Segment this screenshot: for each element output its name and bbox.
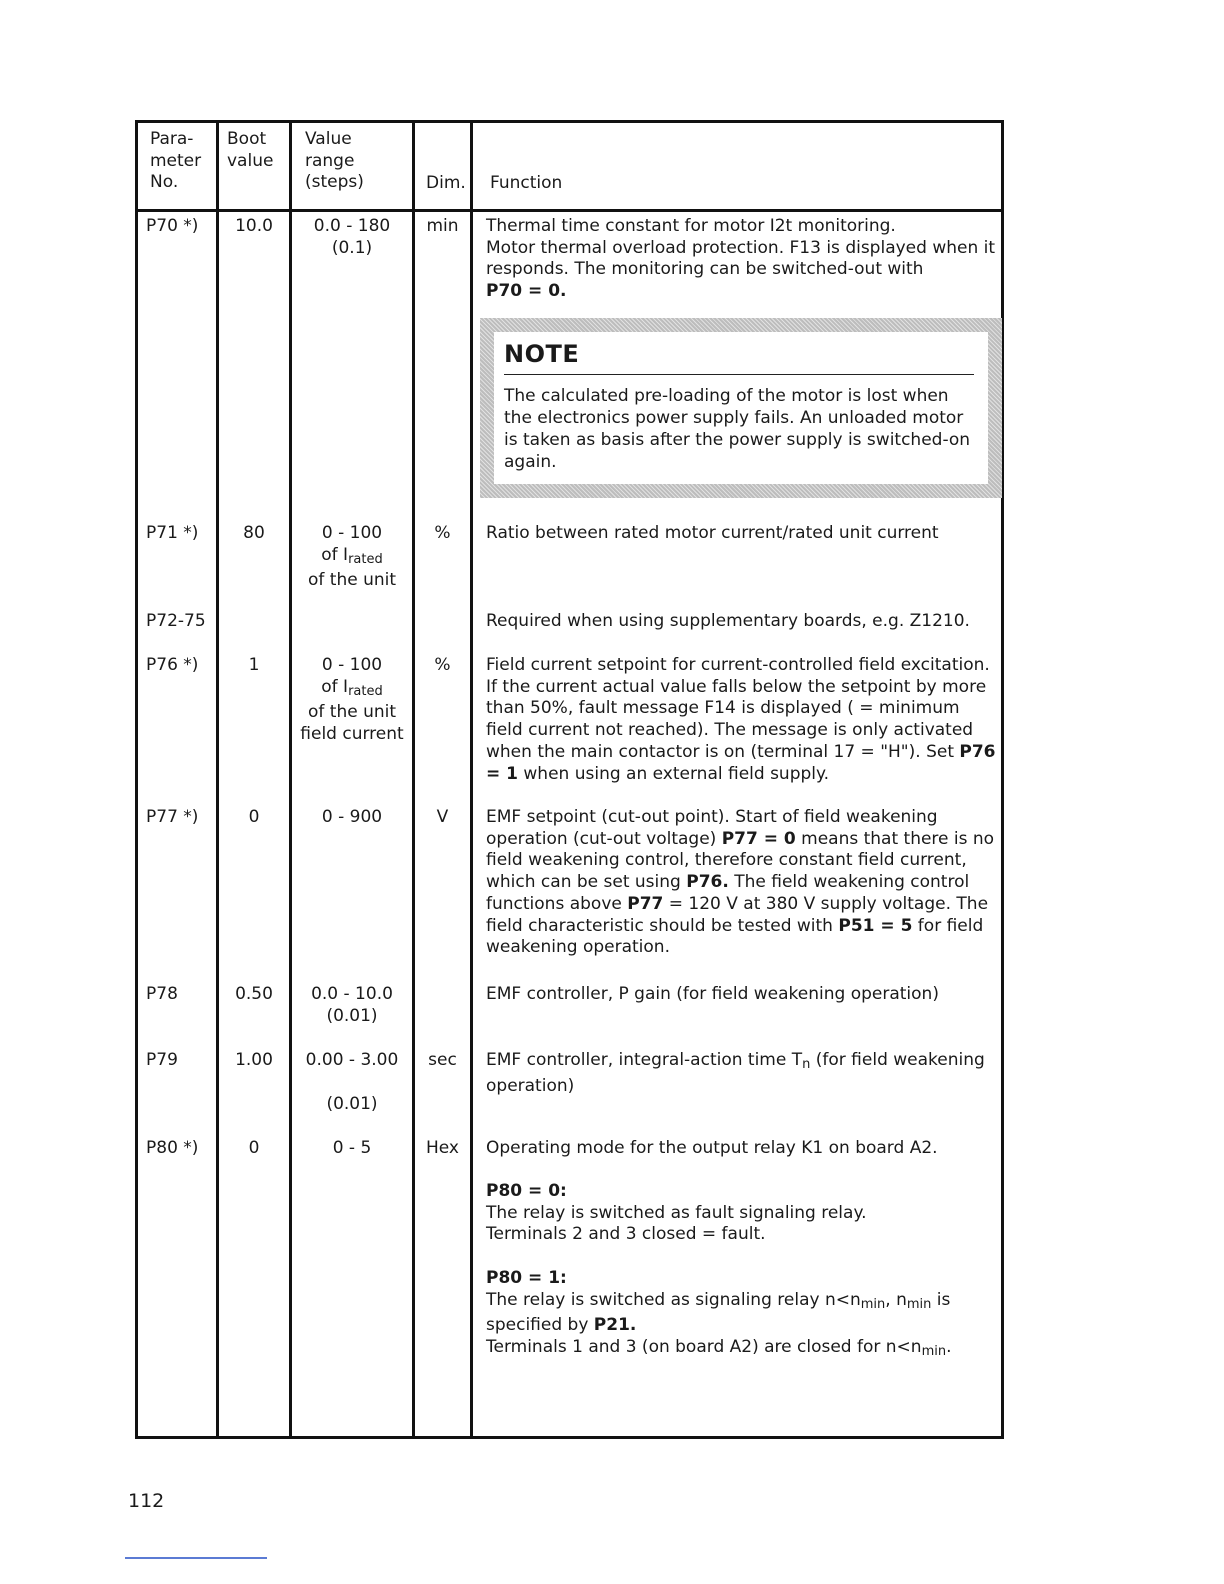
value-range: 0.0 - 180 (0.1): [313, 216, 391, 258]
boot-value: 0: [248, 1138, 260, 1158]
param-no: P72-75: [146, 611, 206, 631]
dimension: Hex: [425, 1138, 459, 1158]
header-param: Para- meter No.: [150, 129, 202, 193]
page-number: 112: [128, 1490, 165, 1512]
dimension: %: [434, 655, 451, 675]
param-no: P71 *): [146, 523, 199, 543]
parameter-table: [135, 120, 1004, 1439]
dimension: V: [436, 807, 449, 827]
header-dim: Dim.: [426, 173, 466, 193]
boot-value: 0: [248, 807, 260, 827]
footer-line: [125, 1557, 267, 1559]
param-no: P79: [146, 1050, 178, 1070]
header-function: Function: [490, 173, 563, 193]
function-text: EMF setpoint (cut-out point). Start of field weakening operation (cut-out voltage) P77 = 0 means that there is no field weakening control, therefore constant field current, which can be set using P76. The field weakening control functions above P77 = 120 V at 380 V supply voltage. The field characteristic should be tested with P51 = 5 for field weakening operation.: [486, 807, 995, 958]
header-boot: Boot value: [227, 129, 274, 171]
param-no: P77 *): [146, 807, 199, 827]
value-range-steps: (0.01): [326, 1094, 378, 1114]
value-range: 0 - 900: [321, 807, 383, 827]
function-text: Ratio between rated motor current/rated unit current: [486, 523, 939, 543]
value-range: 0.0 - 10.0 (0.01): [311, 984, 393, 1026]
boot-value: 0.50: [235, 984, 273, 1004]
note-title: NOTE: [504, 336, 974, 375]
function-option-0: P80 = 0: The relay is switched as fault signaling relay. Terminals 2 and 3 closed = fault.: [486, 1181, 867, 1245]
column-divider: [216, 123, 219, 1436]
boot-value: 1.00: [235, 1050, 273, 1070]
value-range: 0.00 - 3.00: [305, 1050, 399, 1070]
dimension: sec: [428, 1050, 457, 1070]
boot-value: 10.0: [235, 216, 273, 236]
boot-value: 80: [243, 523, 265, 543]
column-divider: [289, 123, 292, 1436]
function-text: Required when using supplementary boards, e.g. Z1210.: [486, 611, 970, 631]
note-text: The calculated pre-loading of the motor is lost when the electronics power supply fails. An unloaded motor is taken as basis after the power supply is switched-on again.: [504, 386, 971, 472]
value-range: 0 - 100 of $I_{rated}$ of the unit: [307, 523, 397, 591]
dimension: min: [426, 216, 459, 236]
function-text: Field current setpoint for current-controlled field excitation. If the current actual value falls below the setpoint by more than 50%, fault message F14 is displayed ( = minimum field current not reached). The message is only activated when the main contactor is on (terminal 17 = "H"). Set P76 = 1 when using an external field supply.: [486, 655, 996, 784]
column-divider: [470, 123, 473, 1436]
function-text: EMF controller, integral-action time $T_n$ (for field weakening operation): [486, 1050, 985, 1096]
column-divider: [412, 123, 415, 1436]
param-no: P80 *): [146, 1138, 199, 1158]
param-no: P78: [146, 984, 178, 1004]
function-text: EMF controller, P gain (for field weakening operation): [486, 984, 939, 1004]
value-range: 0 - 100 of $I_{rated}$ of the unit field current: [300, 655, 404, 745]
function-text: Thermal time constant for motor I2t monitoring. Motor thermal overload protection. F13 is displayed when it responds. The monitoring can be switched-out with P70 = 0.: [486, 216, 996, 302]
value-range: 0 - 5: [332, 1138, 372, 1158]
boot-value: 1: [248, 655, 260, 675]
header-range: Value range (steps): [305, 129, 364, 193]
note-box: [480, 318, 1002, 498]
param-no: P70 *): [146, 216, 199, 236]
header-divider: [138, 209, 1001, 212]
function-option-1: P80 = 1: The relay is switched as signaling relay $n<n_{min}$, $n_{min}$ is specified by P21. Terminals 1 and 3 (on board A2) are closed for $n<n_{min}$.: [486, 1268, 952, 1360]
function-text: Operating mode for the output relay K1 on board A2.: [486, 1138, 938, 1158]
param-no: P76 *): [146, 655, 199, 675]
dimension: %: [434, 523, 451, 543]
